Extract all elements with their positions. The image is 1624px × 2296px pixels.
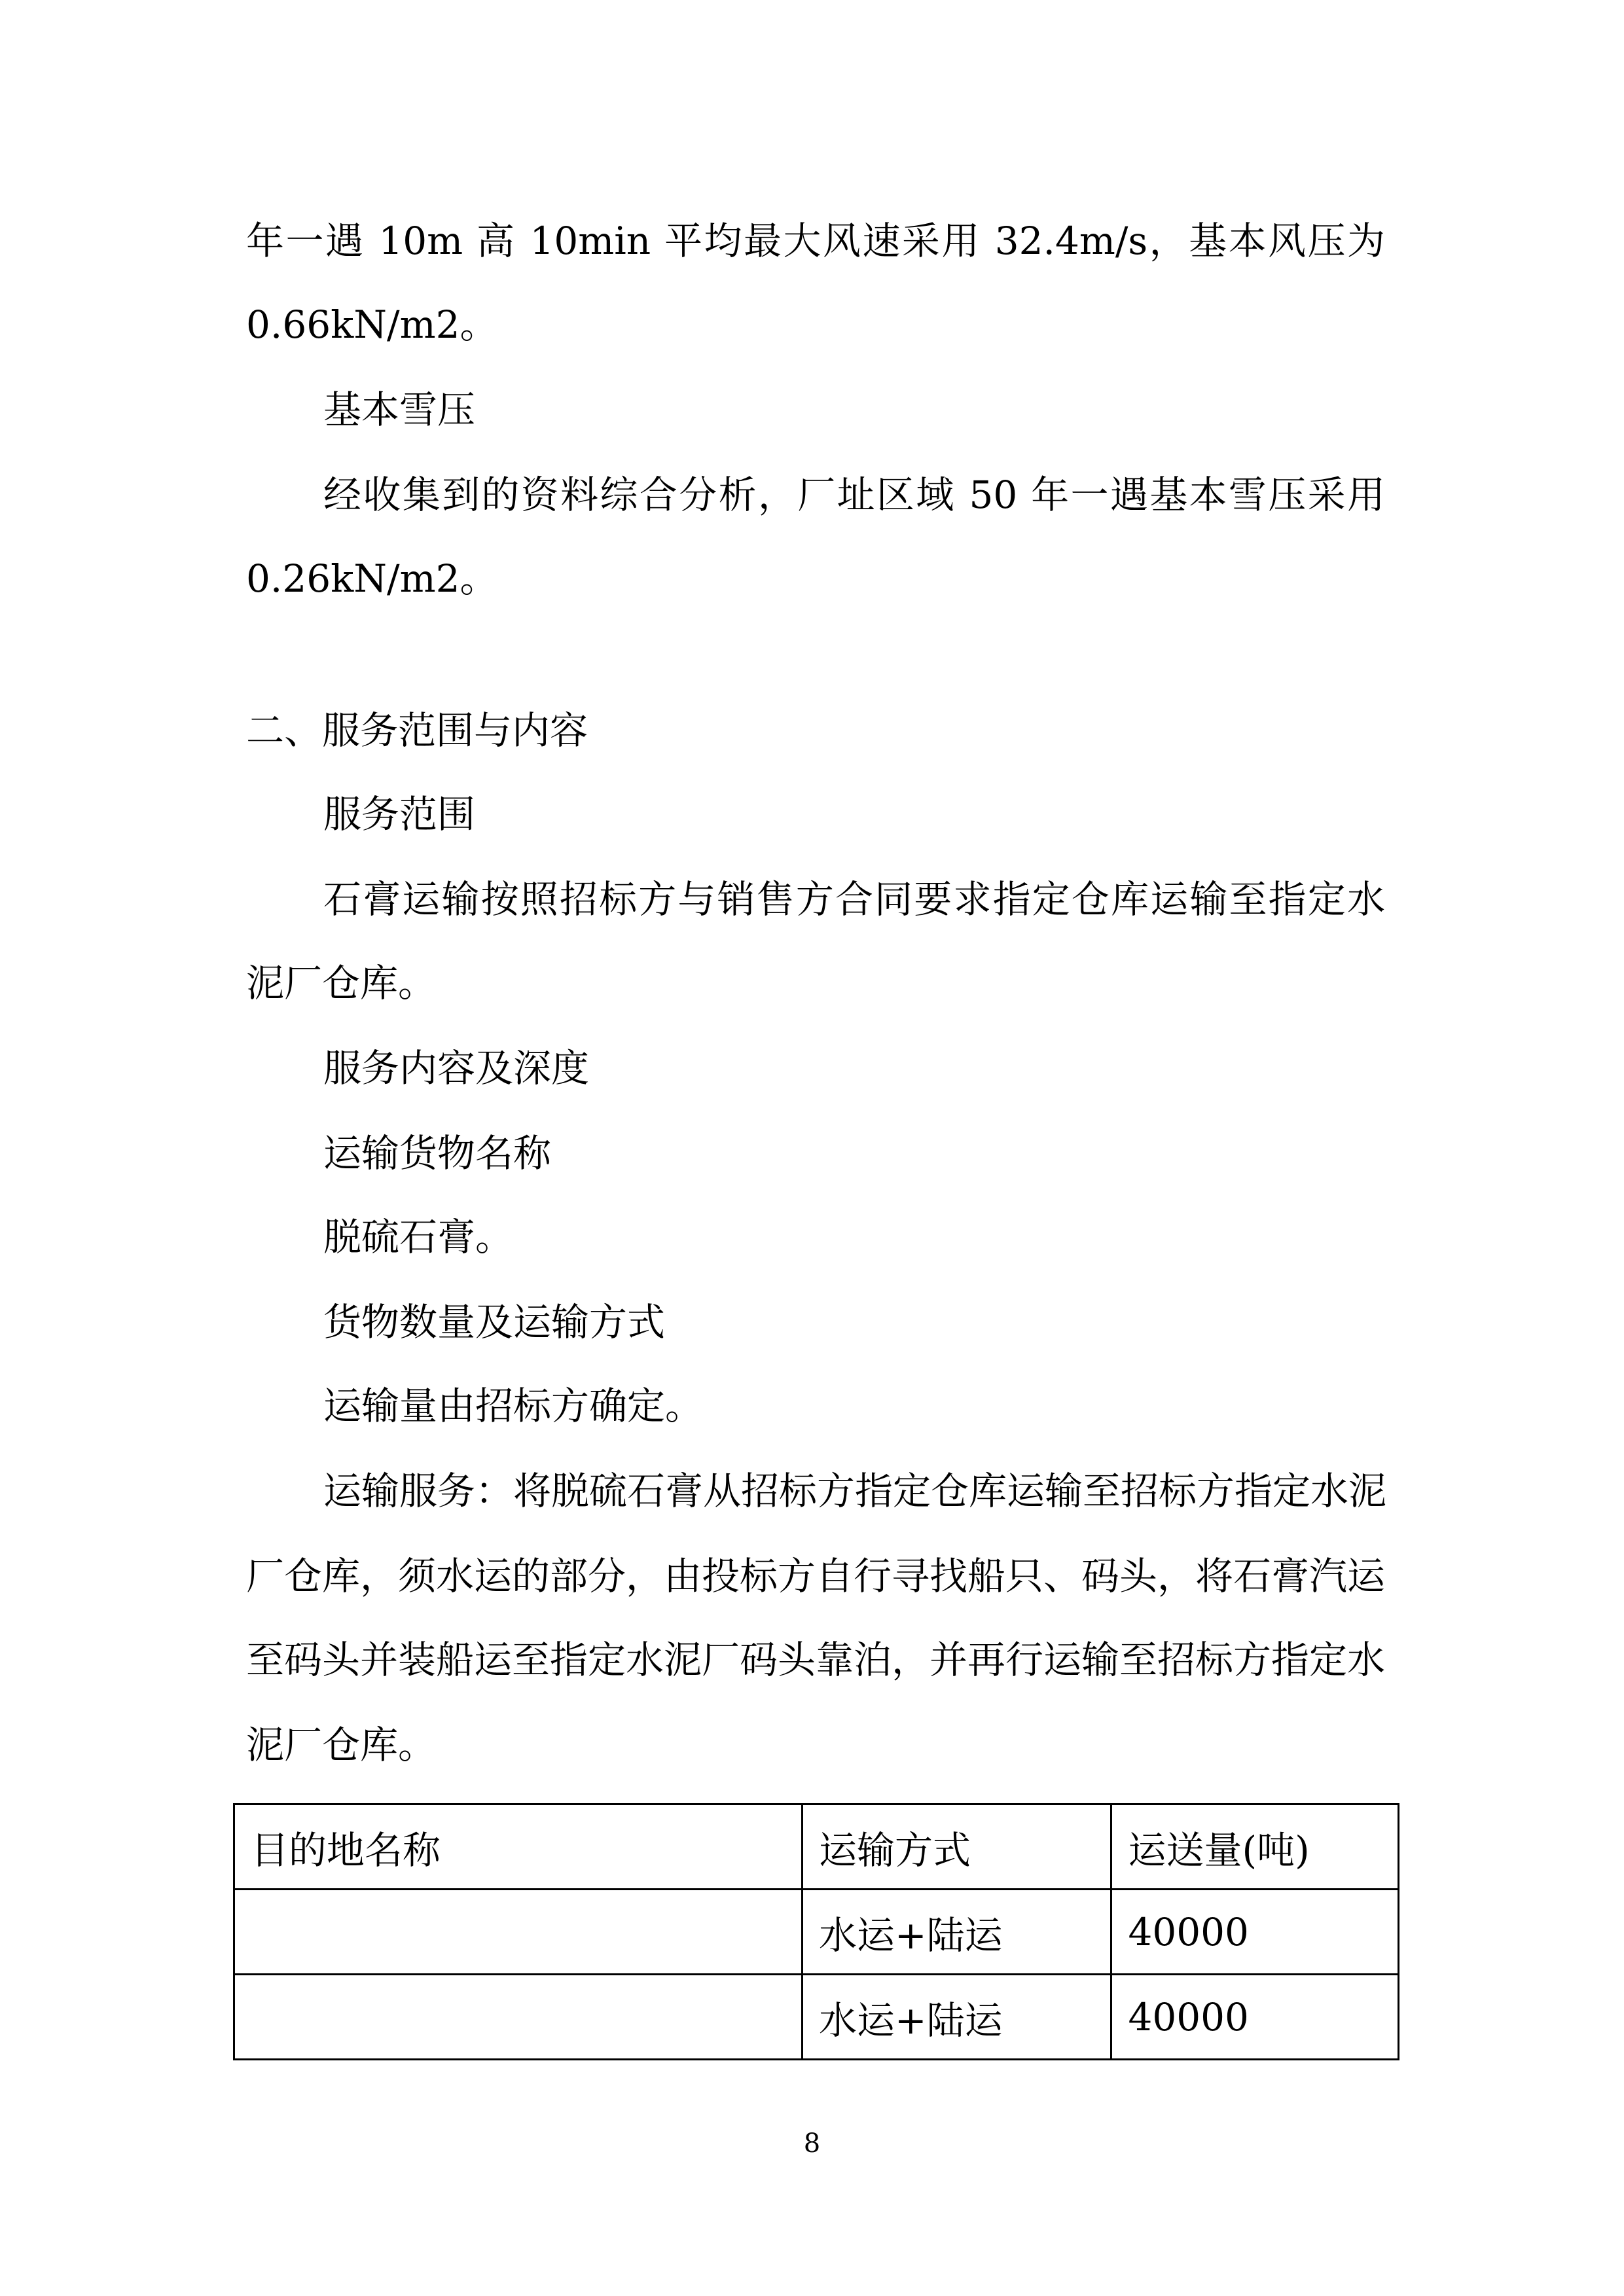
service-paragraph-line-4: 泥厂仓库。 [246, 1723, 437, 1767]
header-transport-method: 运输方式 [803, 1804, 1111, 1890]
table-row [234, 1890, 1399, 1975]
service-paragraph-line-2: 厂仓库，须水运的部分，由投标方自行寻找船只、码头，将石膏汽运 [246, 1554, 1386, 1598]
scope-paragraph-line-1: 石膏运输按照招标方与销售方合同要求指定仓库运输至指定水 [323, 877, 1385, 922]
snow-paragraph-line-2: 0.26kN/m2。 [246, 556, 498, 601]
table-cell-destination [234, 1890, 803, 1975]
table-cell-transport-method: 水运+陆运 [803, 1975, 1111, 2060]
table-cell-volume: 40000 [1111, 1890, 1399, 1975]
quantity-text: 运输量由招标方确定。 [323, 1384, 704, 1428]
section-heading: 二、服务范围与内容 [246, 708, 588, 753]
page-number: 8 [803, 2128, 821, 2159]
goods-name-text: 脱硫石膏。 [323, 1215, 514, 1259]
table-cell-transport-method: 水运+陆运 [803, 1890, 1111, 1975]
scope-paragraph-line-2: 泥厂仓库。 [246, 961, 437, 1005]
table-cell-volume: 40000 [1111, 1975, 1399, 2060]
snow-pressure-heading: 基本雪压 [323, 387, 476, 432]
table-cell-destination [234, 1975, 803, 2060]
goods-name-heading: 运输货物名称 [323, 1131, 552, 1175]
header-destination: 目的地名称 [234, 1804, 803, 1890]
service-paragraph-line-1: 运输服务：将脱硫石膏从招标方指定仓库运输至招标方指定水泥 [323, 1469, 1387, 1513]
quantity-heading: 货物数量及运输方式 [323, 1300, 666, 1344]
wind-paragraph-line-2: 0.66kN/m2。 [246, 302, 498, 347]
content-heading: 服务内容及深度 [323, 1046, 590, 1090]
header-volume: 运送量(吨) [1111, 1804, 1399, 1890]
snow-paragraph-line-1: 经收集到的资料综合分析，厂址区域 50 年一遇基本雪压采用 [323, 473, 1385, 517]
service-paragraph-line-3: 至码头并装船运至指定水泥厂码头靠泊，并再行运输至招标方指定水 [246, 1638, 1386, 1682]
transport-table [233, 1803, 1399, 2060]
scope-heading: 服务范围 [323, 792, 476, 836]
table-header-row [234, 1804, 1399, 1890]
table-row [234, 1975, 1399, 2060]
wind-paragraph-line-1: 年一遇 10m 高 10min 平均最大风速采用 32.4m/s，基本风压为 [246, 219, 1385, 263]
